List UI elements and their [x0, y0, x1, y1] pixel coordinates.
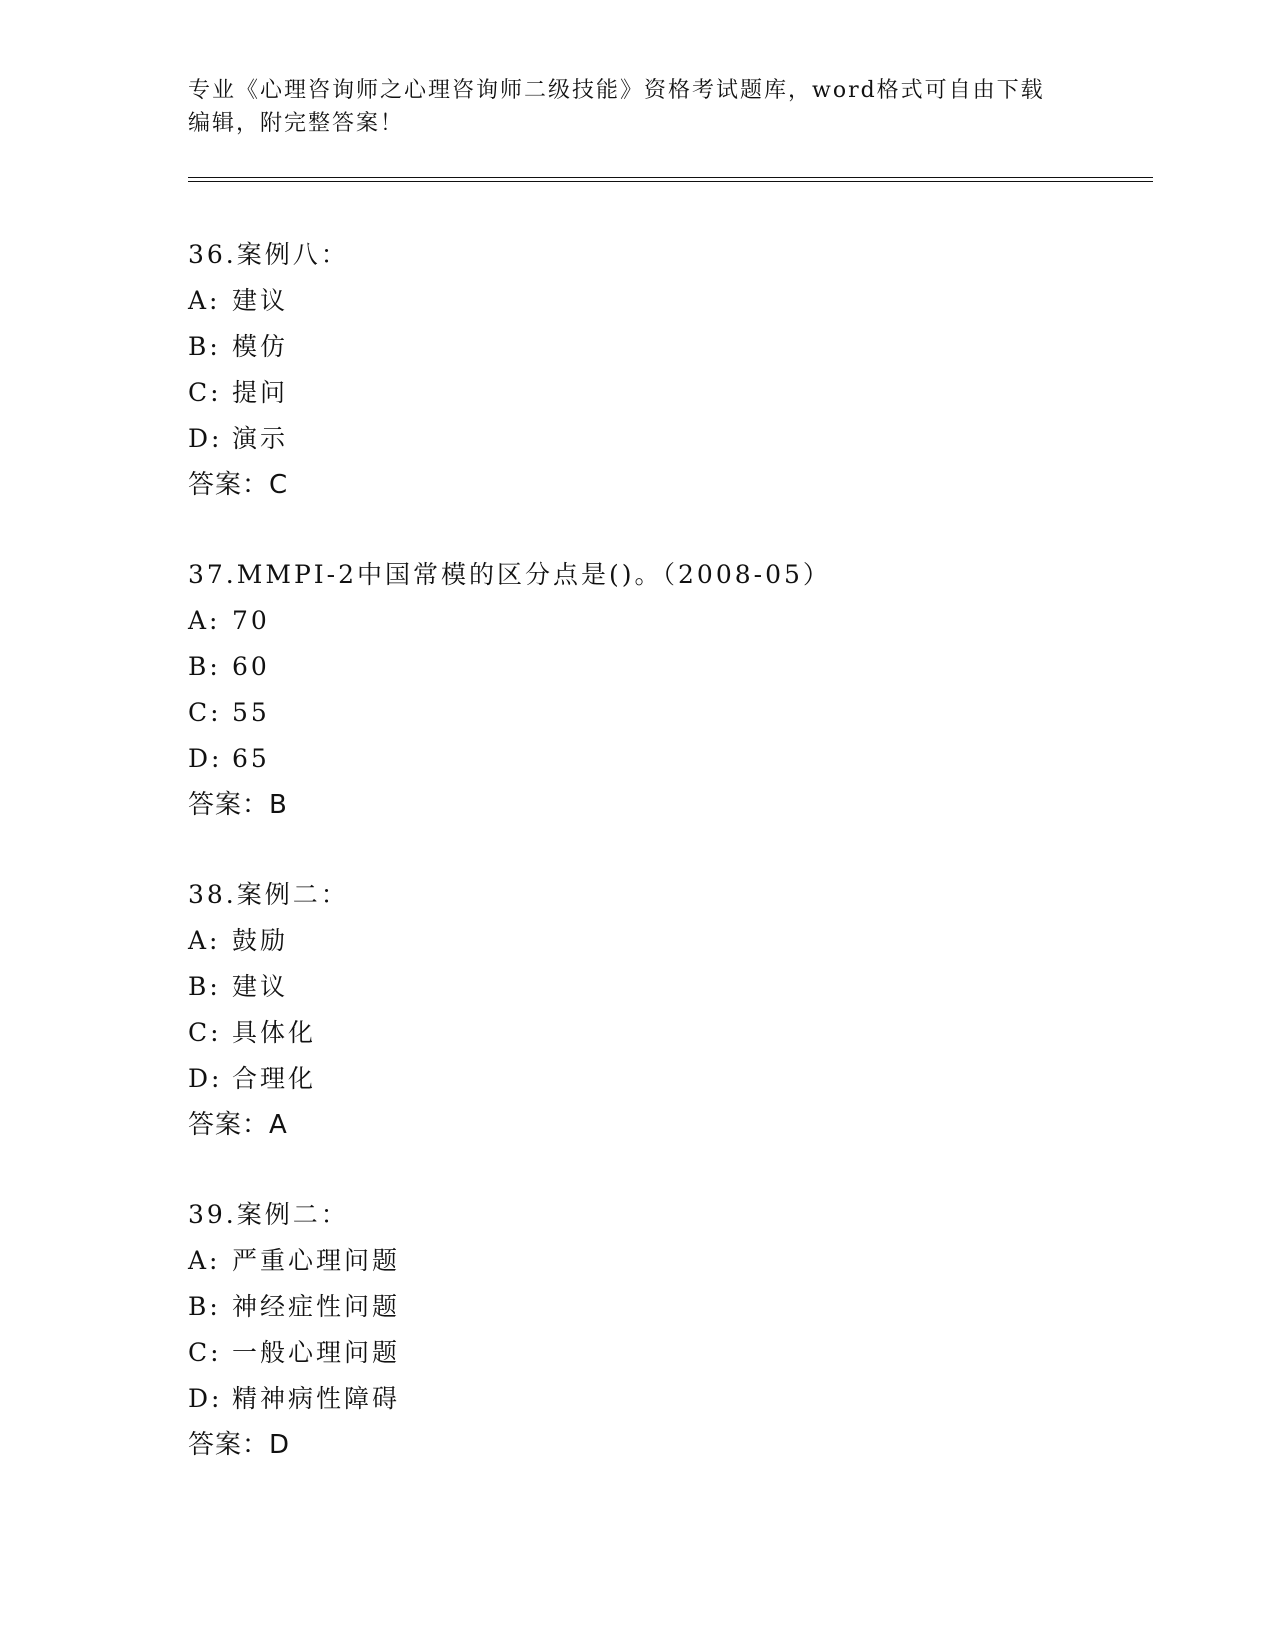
option-text: 65 [232, 744, 270, 773]
option-text: 精神病性障碍 [232, 1384, 401, 1413]
option-letter: D: [188, 1384, 223, 1413]
answer-line: 答案：A [188, 1110, 288, 1140]
option-text: 模仿 [232, 332, 289, 361]
question-stem: 37.MMPI-2中国常模的区分点是()。（2008-05） [188, 560, 831, 589]
answer-line: 答案：B [188, 790, 288, 820]
header-line-2: 编辑，附完整答案！ [188, 111, 405, 136]
option-b [188, 324, 1148, 370]
option-d [188, 1376, 1148, 1422]
option-letter: B: [188, 652, 221, 681]
option-text: 建议 [232, 972, 289, 1001]
option-d [188, 736, 1148, 782]
option-letter: B: [188, 332, 221, 361]
option-letter: B: [188, 972, 221, 1001]
option-text: 60 [232, 652, 270, 681]
header-divider-bottom [188, 181, 1153, 182]
option-text: 具体化 [232, 1018, 317, 1047]
option-letter: A: [188, 926, 221, 955]
option-a [188, 1238, 1148, 1284]
header-divider-top [188, 177, 1153, 178]
option-letter: C: [188, 1018, 222, 1047]
document-header [188, 74, 1068, 140]
option-text: 一般心理问题 [232, 1338, 401, 1367]
question-block [188, 1192, 1148, 1468]
option-a [188, 278, 1148, 324]
option-text: 建议 [232, 286, 289, 315]
question-block [188, 232, 1148, 508]
option-letter: C: [188, 378, 222, 407]
option-a [188, 918, 1148, 964]
option-letter: A: [188, 1246, 221, 1275]
option-letter: C: [188, 698, 222, 727]
option-letter: A: [188, 286, 221, 315]
option-b [188, 964, 1148, 1010]
option-letter: D: [188, 1064, 223, 1093]
option-letter: D: [188, 744, 223, 773]
option-text: 合理化 [232, 1064, 317, 1093]
option-letter: C: [188, 1338, 222, 1367]
option-b [188, 644, 1148, 690]
option-d [188, 416, 1148, 462]
option-c [188, 370, 1148, 416]
option-text: 70 [232, 606, 270, 635]
option-text: 55 [232, 698, 270, 727]
option-letter: B: [188, 1292, 221, 1321]
option-c [188, 690, 1148, 736]
option-c [188, 1010, 1148, 1056]
option-d [188, 1056, 1148, 1102]
question-stem: 39.案例二： [188, 1200, 349, 1229]
option-text: 神经症性问题 [232, 1292, 401, 1321]
answer-line: 答案：D [188, 1430, 291, 1460]
question-stem: 38.案例二： [188, 880, 349, 909]
option-text: 提问 [232, 378, 289, 407]
header-line-1: 专业《心理咨询师之心理咨询师二级技能》资格考试题库，word格式可自由下载 [188, 78, 1045, 103]
answer-line: 答案：C [188, 470, 289, 500]
option-text: 演示 [232, 424, 289, 453]
option-letter: A: [188, 606, 221, 635]
option-c [188, 1330, 1148, 1376]
option-a [188, 598, 1148, 644]
question-block [188, 552, 1148, 828]
question-block [188, 872, 1148, 1148]
question-stem: 36.案例八： [188, 240, 349, 269]
option-text: 鼓励 [232, 926, 289, 955]
option-text: 严重心理问题 [232, 1246, 401, 1275]
option-b [188, 1284, 1148, 1330]
option-letter: D: [188, 424, 223, 453]
